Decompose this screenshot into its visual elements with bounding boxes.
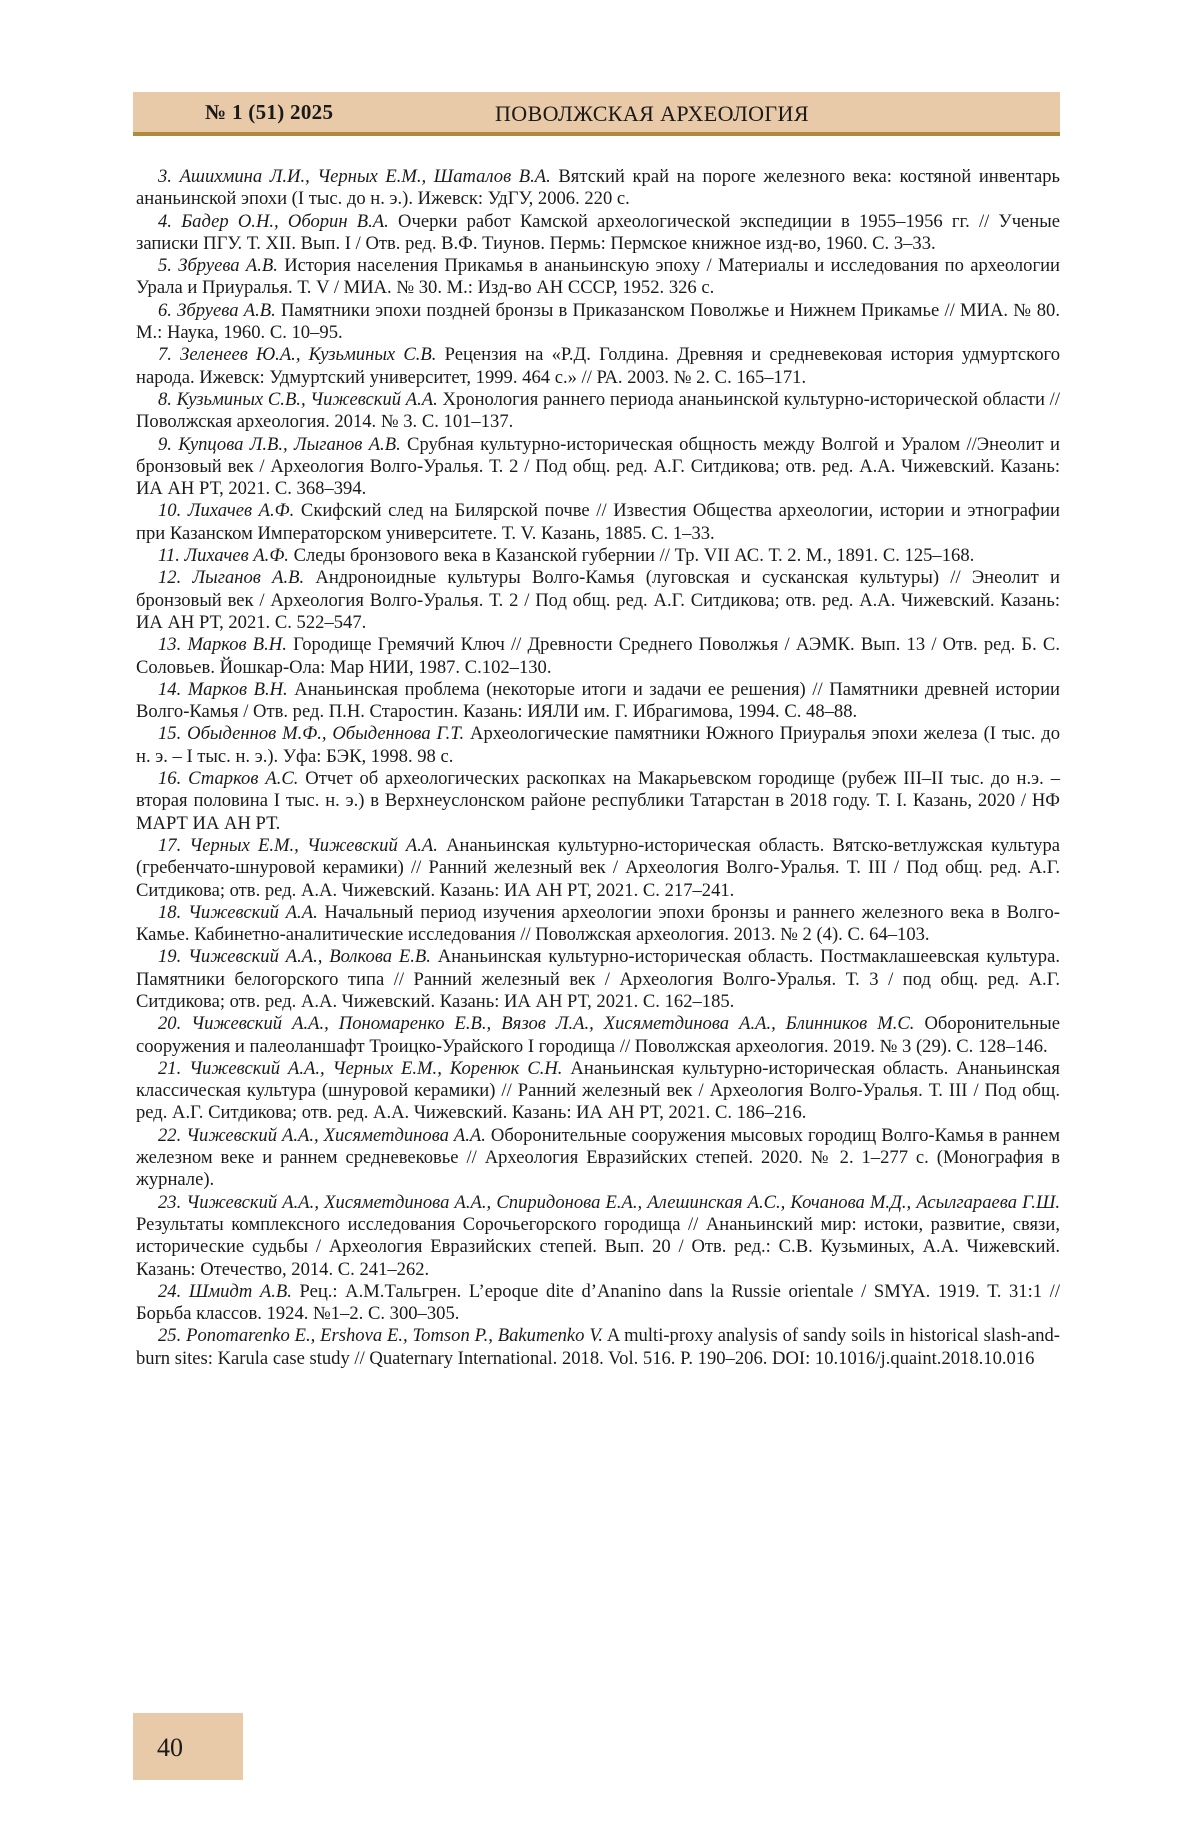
reference-authors: Чижевский А.А., Волкова Е.В. [188, 946, 431, 968]
reference-entry [136, 389, 1060, 434]
reference-entry [136, 300, 1060, 345]
reference-number: 7. [158, 344, 172, 366]
reference-authors: Ponomarenko E., Ershova E., Tomson P., Bakumenko V. [186, 1325, 603, 1347]
journal-title: ПОВОЛЖСКАЯ АРХЕОЛОГИЯ [495, 101, 809, 126]
reference-entry [136, 1125, 1060, 1192]
reference-number: 3. [158, 166, 172, 187]
reference-text: История населения Прикамья в ананьинскую эпоху / Материалы и исследования по археологии Урала и Приуралья. Т. V / МИА. № 30. М.: Изд-во АН СССР, 1952. 326 с. [136, 255, 1060, 299]
reference-authors: Чижевский А.А., Хисяметдинова А.А., Спиридонова Е.А., Алешинская А.С., Кочанова М.Д., Асылгараева Г.Ш. [186, 1191, 1060, 1213]
reference-text: Андроноидные культуры Волго-Камья (луговская и сусканская культуры) // Энеолит и бронзовый век / Археология Волго-Уралья. Т. 2 / Под общ. ред. А.Г. Ситдикова; отв. ред. А.А. Чижевский. Казань: ИА АН РТ, 2021. С. 522–547. [136, 567, 1060, 633]
reference-authors: Зеленеев Ю.А., Кузьминых С.В. [180, 344, 437, 366]
reference-text: Результаты комплексного исследования Сорочьегорского городища // Ананьинский мир: истоки, развитие, связи, исторические судьбы / Археология Евразийских степей. Вып. 20 / Отв. ред.: С.В. Кузьминых, А.А. Чижевский. Казань: Отечество, 2014. С. 241–262. [136, 1213, 1060, 1280]
reference-authors: Шмидт А.В. [188, 1280, 292, 1302]
reference-number: 10. [158, 500, 182, 522]
reference-authors: Ашихмина Л.И., Черных Е.М., Шаталов В.А. [179, 166, 551, 187]
reference-authors: Чижевский А.А. [188, 901, 318, 923]
reference-text: A multi-proxy analysis of sandy soils in historical slash-and-burn sites: Karula case study // Quaternary International. 2018. Vol. 516. P. 190–206. DOI: 10.1016/j.quaint.2018.10.016 [136, 1325, 1061, 1369]
reference-entry [136, 1013, 1060, 1058]
reference-entry [136, 768, 1060, 835]
reference-authors: Лихачев А.Ф. [187, 500, 295, 522]
reference-number: 9. [158, 433, 172, 455]
reference-entry [136, 835, 1060, 902]
reference-authors: Обыденнов М.Ф., Обыденнова Г.Т. [187, 723, 465, 745]
reference-entry [136, 1058, 1060, 1125]
reference-entry [136, 679, 1060, 724]
reference-entry [136, 1192, 1060, 1281]
reference-text: Оборонительные сооружения и палеоланшафт Троицко-Урайского I городища // Поволжская археология. 2019. № 3 (29). С. 128–146. [136, 1013, 1061, 1057]
reference-number: 19. [158, 946, 182, 968]
reference-authors: Чижевский А.А., Пономаренко Е.В., Вязов Л.А., Хисяметдинова А.А., Блинников М.С. [191, 1013, 915, 1035]
reference-authors: Старков А.С. [188, 768, 299, 790]
reference-text: Следы бронзового века в Казанской губернии // Тр. VII АС. Т. 2. М., 1891. С. 125–168. [288, 545, 975, 567]
reference-entry [136, 211, 1060, 256]
reference-number: 21. [158, 1057, 182, 1079]
reference-text: Ананьинская проблема (некоторые итоги и задачи ее решения) // Памятники древней истории Волго-Камья / Отв. ред. П.Н. Старостин. Казань: ИЯЛИ им. Г. Ибрагимова, 1994. С. 48–88. [136, 678, 1060, 723]
reference-entry [136, 567, 1060, 634]
issue-number: № 1 (51) 2025 [205, 100, 334, 124]
reference-entry [136, 434, 1060, 501]
reference-entry [136, 946, 1060, 1013]
reference-text: Ананьинская культурно-историческая область. Ананьинская классическая культура (шнуровой керамики) // Ранний железный век / Археология Волго-Уралья. Т. III / Под общ. ред. А.Г. Ситдикова; отв. ред. А.А. Чижевский. Казань: ИА АН РТ, 2021. С. 186–216. [136, 1057, 1060, 1124]
reference-text: Скифский след на Билярской почве // Известия Общества археологии, истории и этнографии при Казанском Императорском университете. Т. V. Казань, 1885. С. 1–33. [136, 500, 1060, 544]
reference-authors: Чижевский А.А., Хисяметдинова А.А. [186, 1124, 486, 1146]
reference-text: Ананьинская культурно-историческая область. Постмаклашеевская культура. Памятники белогорского типа // Ранний железный век / Археология Волго-Уралья. Т. 3 / под общ. ред. А.Г. Ситдикова; отв. ред. А.А. Чижевский. Казань: ИА АН РТ, 2021. С. 162–185. [136, 946, 1060, 1012]
reference-entry [136, 902, 1060, 947]
reference-number: 23. [158, 1191, 182, 1213]
reference-authors: Марков В.Н. [187, 634, 287, 656]
page-number-box [133, 1713, 243, 1780]
reference-text: Отчет об археологических раскопках на Макарьевском городище (рубеж III–II тыс. до н.э. – вторая половина I тыс. н. э.) в Верхнеуслонском районе республики Татарстан в 2018 году. Т. I. Казань, 2020 / НФ МАРТ ИА АН РТ. [136, 768, 1060, 834]
reference-number: 20. [158, 1013, 182, 1035]
reference-text: Археологические памятники Южного Приуралья эпохи железа (I тыс. до н. э. – I тыс. н. э.). Уфа: БЭК, 1998. 98 с. [136, 723, 1061, 767]
reference-text: Срубная культурно-историческая общность между Волгой и Уралом //Энеолит и бронзовый век / Археология Волго-Уралья. Т. 2 / Под общ. ред. А.Г. Ситдикова; отв. ред. А.А. Чижевский. Казань: ИА АН РТ, 2021. С. 368–394. [136, 433, 1060, 500]
reference-authors: Лыганов А.В. [192, 567, 305, 589]
reference-number: 24. [158, 1280, 182, 1302]
reference-text: Городище Гремячий Ключ // Древности Среднего Поволжья / АЭМК. Вып. 13 / Отв. ред. Б. С. Соловьев. Йошкар-Ола: Мар НИИ, 1987. С.102–130. [136, 634, 1060, 678]
reference-number: 8. [158, 388, 172, 410]
reference-number: 11. [158, 545, 180, 567]
reference-authors: Збруева А.В. [177, 299, 276, 321]
reference-text: Очерки работ Камской археологической экспедиции в 1955–1956 гг. // Ученые записки ПГУ. Т. XII. Вып. I / Отв. ред. В.Ф. Тиунов. Пермь: Пермское книжное изд-во, 1960. С. 3–33. [136, 210, 1060, 254]
reference-entry [136, 723, 1060, 768]
reference-text: Рец.: А.М.Тальгрен. L’epoque dite d’Ananino dans la Russie orientale / SMYA. 1919. Т. 31:1 // Борьба классов. 1924. №1–2. С. 300–305. [136, 1280, 1060, 1325]
reference-list [136, 166, 1060, 1370]
reference-entry [136, 166, 1060, 211]
reference-number: 17. [158, 834, 182, 856]
reference-entry [136, 545, 1060, 567]
reference-entry [136, 1325, 1060, 1370]
reference-entry [136, 634, 1060, 679]
page-number: 40 [157, 1733, 183, 1762]
reference-number: 25. [158, 1325, 182, 1347]
reference-entry [136, 1281, 1060, 1326]
reference-authors: Кузьминых С.В., Чижевский А.А. [176, 388, 438, 410]
reference-authors: Бадер О.Н., Оборин В.А. [181, 210, 389, 232]
reference-entry [136, 255, 1060, 300]
reference-text: Вятский край на пороге железного века: костяной инвентарь ананьинской эпохи (I тыс. до н. э.). Ижевск: УдГУ, 2006. 220 с. [136, 166, 1060, 210]
reference-number: 5. [158, 255, 172, 277]
reference-text: Хронология раннего периода ананьинской культурно-исторической области // Поволжская археология. 2014. № 3. С. 101–137. [136, 388, 1061, 433]
reference-number: 4. [158, 210, 172, 232]
reference-authors: Марков В.Н. [187, 678, 288, 700]
reference-text: Ананьинская культурно-историческая область. Вятско-ветлужская культура (гребенчато-шнуровой керамики) // Ранний железный век / Археология Волго-Уралья. Т. III / Под общ. ред. А.Г. Ситдикова; отв. ред. А.А. Чижевский. Казань: ИА АН РТ, 2021. С. 217–241. [136, 834, 1060, 901]
reference-number: 6. [158, 299, 172, 321]
reference-entry [136, 344, 1060, 389]
reference-text: Оборонительные сооружения мысовых городищ Волго-Камья в раннем железном веке и раннем средневековье // Археология Евразийских степей. 2020. № 2. 1–277 с. (Монография в журнале). [136, 1124, 1060, 1191]
reference-text: Рецензия на «Р.Д. Голдина. Древняя и средневековая история удмуртского народа. Ижевск: Удмуртский университет, 1999. 464 с.» // РА. 2003. № 2. С. 165–171. [136, 344, 1060, 388]
reference-authors: Збруева А.В. [178, 255, 278, 277]
reference-text: Памятники эпохи поздней бронзы в Приказанском Поволжье и Нижнем Прикамье // МИА. № 80. М.: Наука, 1960. С. 10–95. [136, 299, 1060, 344]
reference-number: 18. [158, 901, 182, 923]
reference-number: 15. [158, 723, 182, 745]
reference-number: 22. [158, 1124, 182, 1146]
reference-entry [136, 500, 1060, 545]
reference-number: 12. [158, 567, 182, 589]
reference-number: 16. [158, 768, 182, 790]
reference-number: 13. [158, 634, 182, 656]
reference-authors: Лихачев А.Ф. [184, 545, 289, 567]
reference-authors: Черных Е.М., Чижевский А.А. [189, 834, 438, 856]
reference-number: 14. [158, 678, 182, 700]
reference-authors: Чижевский А.А., Черных Е.М., Коренюк С.Н. [189, 1057, 563, 1079]
reference-authors: Купцова Л.В., Лыганов А.В. [178, 433, 401, 455]
reference-text: Начальный период изучения археологии эпохи бронзы и раннего железного века в Волго-Камье. Кабинетно-аналитические исследования // Поволжская археология. 2013. № 2 (4). С. 64–103. [136, 901, 1060, 946]
running-header [133, 92, 1060, 132]
